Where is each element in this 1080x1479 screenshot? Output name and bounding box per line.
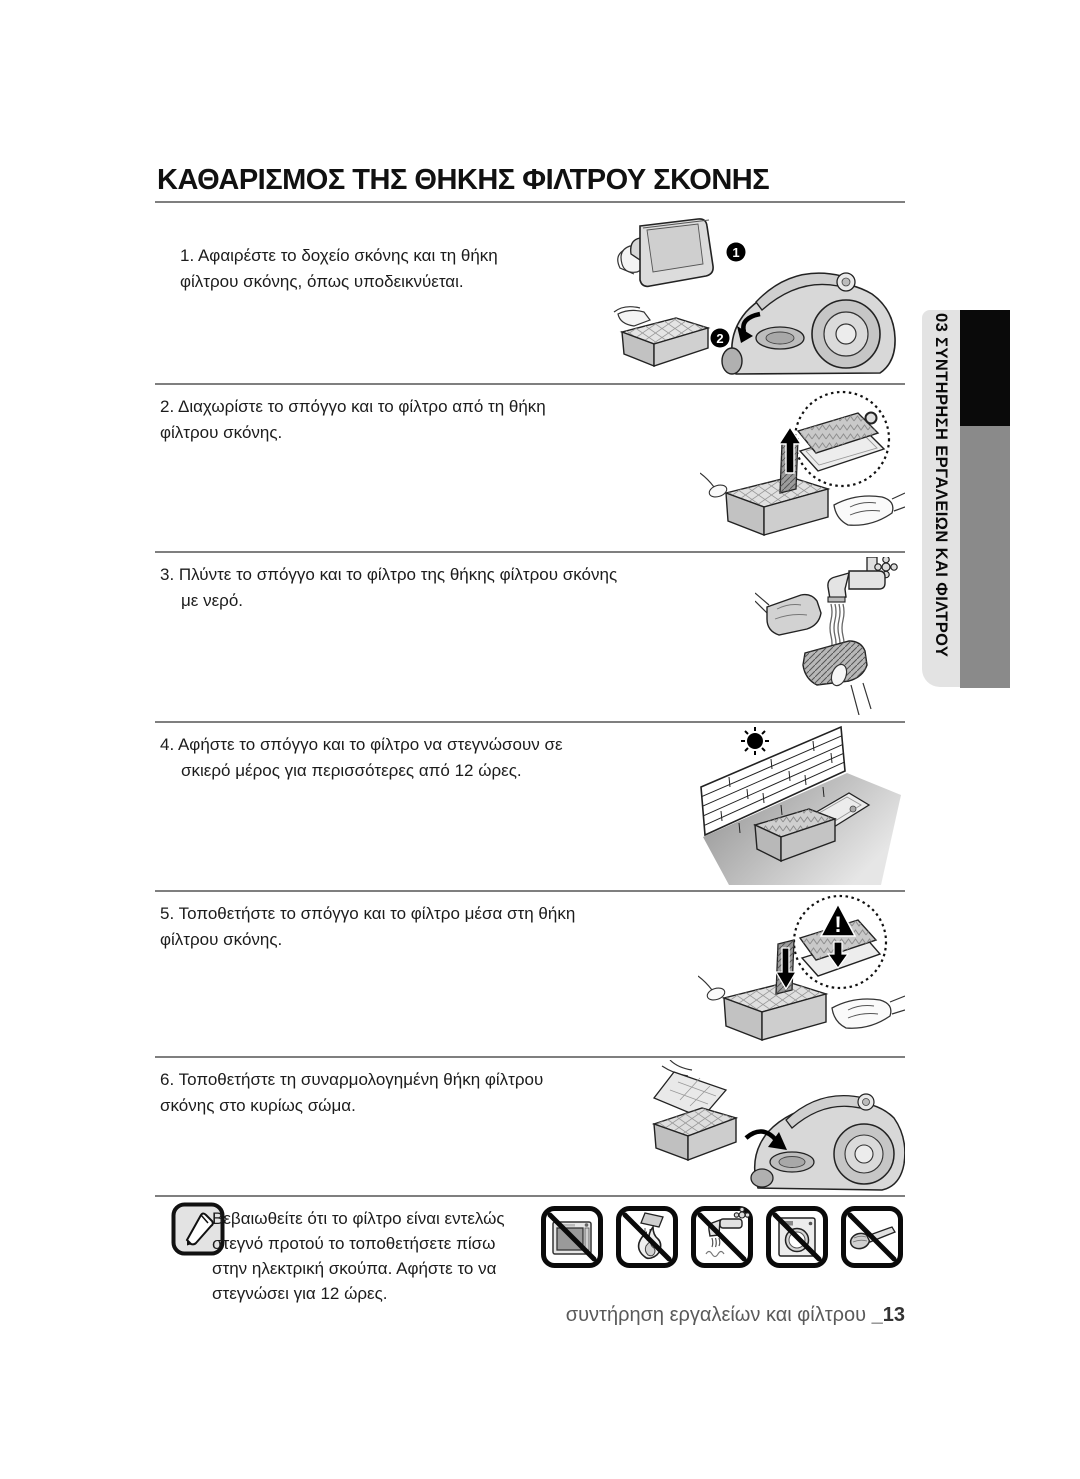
- chapter-tab-label: 03 ΣΥΝΤΗΡΗΣΗ ΕΡΓΑΛΕΙΩΝ ΚΑΙ ΦΙΛΤΡΟΥ: [932, 313, 950, 658]
- badge-1: 1: [732, 245, 740, 260]
- step-line: φίλτρου σκόνης, όπως υποδεικνύεται.: [180, 271, 464, 291]
- no-oven-icon: [540, 1204, 604, 1270]
- step-line: 3. Πλύντε το σπόγγο και το φίλτρο της θήκης φίλτρου σκόνης: [160, 565, 618, 584]
- no-washing-machine-icon: [765, 1204, 829, 1270]
- steps-list: [155, 210, 905, 1197]
- insert-sponge-filter-illustration: [698, 892, 905, 1049]
- step-line: 1. Αφαιρέστε το δοχείο σκόνης και τη θήκη: [180, 246, 498, 265]
- page-number: _13: [871, 1304, 905, 1326]
- chapter-bar-bottom: [960, 426, 1010, 688]
- step-line: 4. Αφήστε το σπόγγο και το φίλτρο να στεγνώσουν σε: [160, 735, 563, 754]
- step-row-1: [155, 210, 905, 385]
- no-open-flame-icon: [615, 1204, 679, 1270]
- dry-in-shade-illustration: [685, 725, 905, 885]
- step-line: φίλτρου σκόνης.: [160, 929, 283, 949]
- step-line: με νερό.: [181, 590, 244, 610]
- step-line: 6. Τοποθετήστε τη συναρμολογημένη θήκη φίλτρου: [160, 1070, 544, 1089]
- no-hot-water-icon: [690, 1204, 754, 1270]
- title-underline: [155, 201, 905, 203]
- note-line: στεγνό προτού το τοποθετήσετε πίσω: [212, 1234, 496, 1253]
- attach-container-to-body-illustration: [640, 1060, 905, 1193]
- step-line: φίλτρου σκόνης.: [160, 422, 283, 442]
- step-row-3: [155, 553, 905, 723]
- note-line: στεγνώσει για 12 ώρες.: [212, 1284, 388, 1303]
- step-line: σκόνης στο κυρίως σώμα.: [160, 1095, 356, 1115]
- step-line: 2. Διαχωρίστε το σπόγγο και το φίλτρο από τη θήκη: [160, 397, 546, 416]
- wash-under-tap-illustration: [755, 557, 905, 715]
- step-row-6: [155, 1058, 905, 1197]
- badge-2: 2: [716, 331, 724, 346]
- separate-sponge-filter-illustration: [700, 387, 905, 549]
- remove-dust-container-illustration: [610, 216, 900, 376]
- chapter-bar-top: [960, 310, 1010, 426]
- warning-exclamation: !: [834, 912, 842, 937]
- step-line: σκιερό μέρος για περισσότερες από 12 ώρες.: [181, 760, 522, 780]
- no-brush-icon: [840, 1204, 904, 1270]
- step-row-4: [155, 723, 905, 892]
- footer-text: συντήρηση εργαλείων και φίλτρου: [565, 1304, 867, 1326]
- note-line: στην ηλεκτρική σκούπα. Αφήστε το να: [212, 1259, 497, 1278]
- prohibition-icons: [540, 1204, 906, 1270]
- note-text: [212, 1206, 536, 1306]
- step-row-2: [155, 385, 905, 553]
- page-title: ΚΑΘΑΡΙΣΜΟΣ ΤΗΣ ΘΗΚΗΣ ΦΙΛΤΡΟΥ ΣΚΟΝΗΣ: [157, 164, 770, 196]
- step-line: 5. Τοποθετήστε το σπόγγο και το φίλτρο μέσα στη θήκη: [160, 904, 576, 923]
- step-row-5: [155, 892, 905, 1058]
- page-footer: [566, 1304, 905, 1327]
- note-line: Βεβαιωθείτε ότι το φίλτρο είναι εντελώς: [212, 1209, 505, 1228]
